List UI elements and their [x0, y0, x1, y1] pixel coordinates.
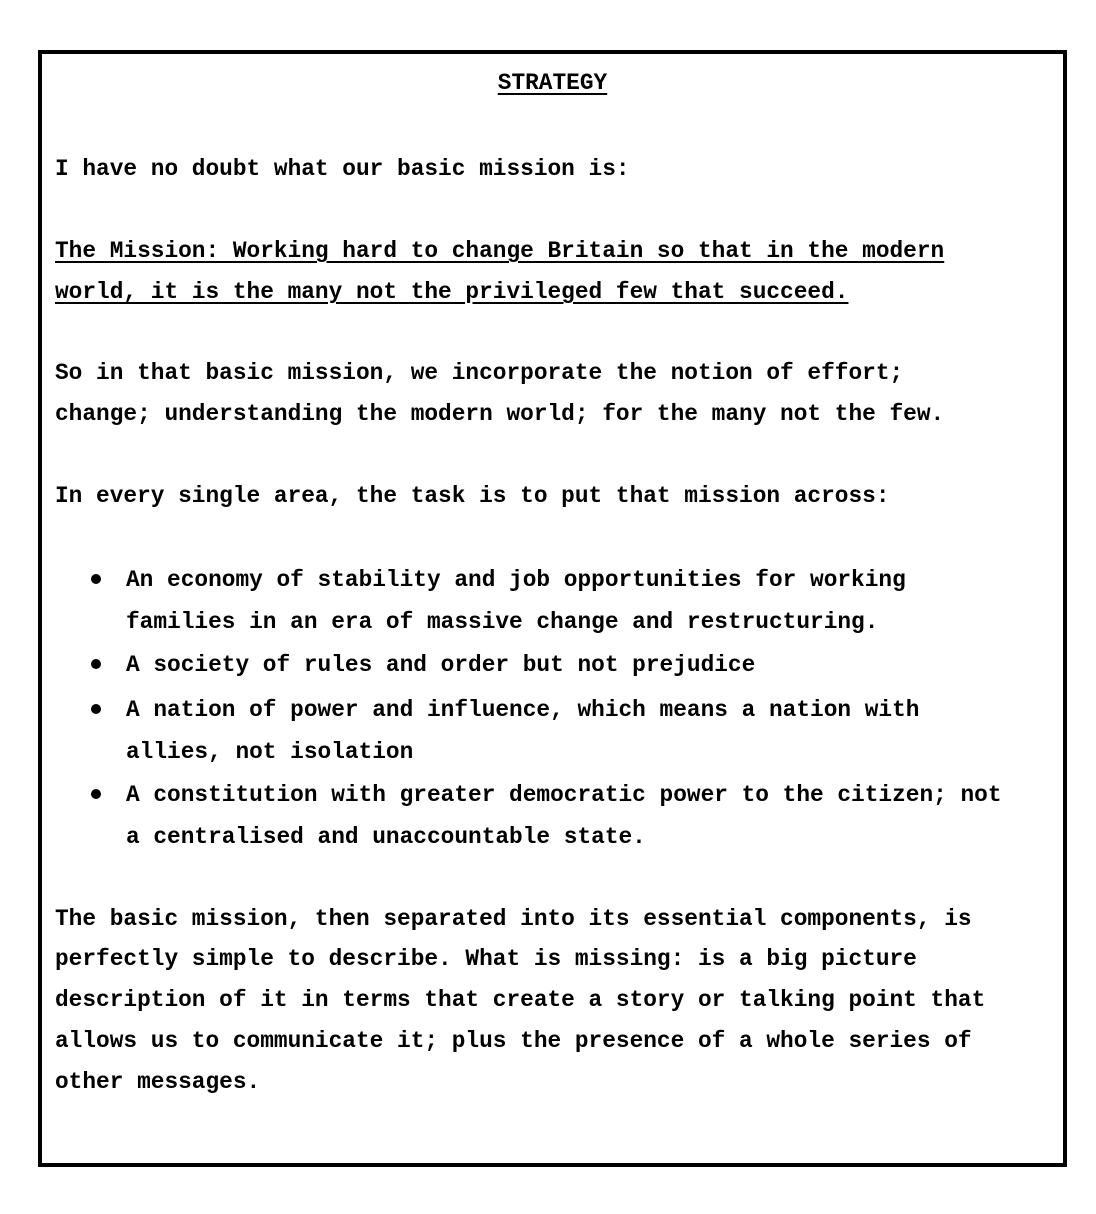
incorporate-line-2: change; understanding the modern world; for the many not the few. — [55, 401, 945, 427]
bullet-icon — [91, 704, 101, 714]
bullet-icon — [91, 659, 101, 669]
bullet-icon — [91, 789, 101, 799]
incorporate-line-1: So in that basic mission, we incorporate the notion of effort; — [55, 360, 904, 386]
list-item-line: A constitution with greater democratic power to the citizen; not — [126, 782, 1002, 808]
mission-line-1: The Mission: Working hard to change Britain so that in the modern — [55, 238, 945, 264]
list-item-line: families in an era of massive change and restructuring. — [126, 609, 879, 635]
conclusion-line-2: perfectly simple to describe. What is missing: is a big picture — [55, 946, 917, 972]
list-item-line: A society of rules and order but not prejudice — [126, 652, 756, 678]
document-frame — [38, 50, 1067, 1167]
bullet-icon — [91, 574, 101, 584]
page-title: STRATEGY — [497, 70, 608, 96]
conclusion-line-3: description of it in terms that create a story or talking point that — [55, 987, 986, 1013]
conclusion-line-5: other messages. — [55, 1069, 261, 1095]
conclusion-line-4: allows us to communicate it; plus the presence of a whole series of — [55, 1028, 972, 1054]
task-text: In every single area, the task is to put that mission across: — [55, 483, 890, 509]
list-item-line: An economy of stability and job opportunities for working — [126, 567, 906, 593]
list-item-line: a centralised and unaccountable state. — [126, 824, 646, 850]
conclusion-line-1: The basic mission, then separated into its essential components, is — [55, 906, 972, 932]
list-item-line: allies, not isolation — [126, 739, 414, 765]
intro-text: I have no doubt what our basic mission is: — [55, 156, 630, 182]
list-item-line: A nation of power and influence, which means a nation with — [126, 697, 920, 723]
mission-line-2: world, it is the many not the privileged few that succeed. — [55, 279, 849, 305]
